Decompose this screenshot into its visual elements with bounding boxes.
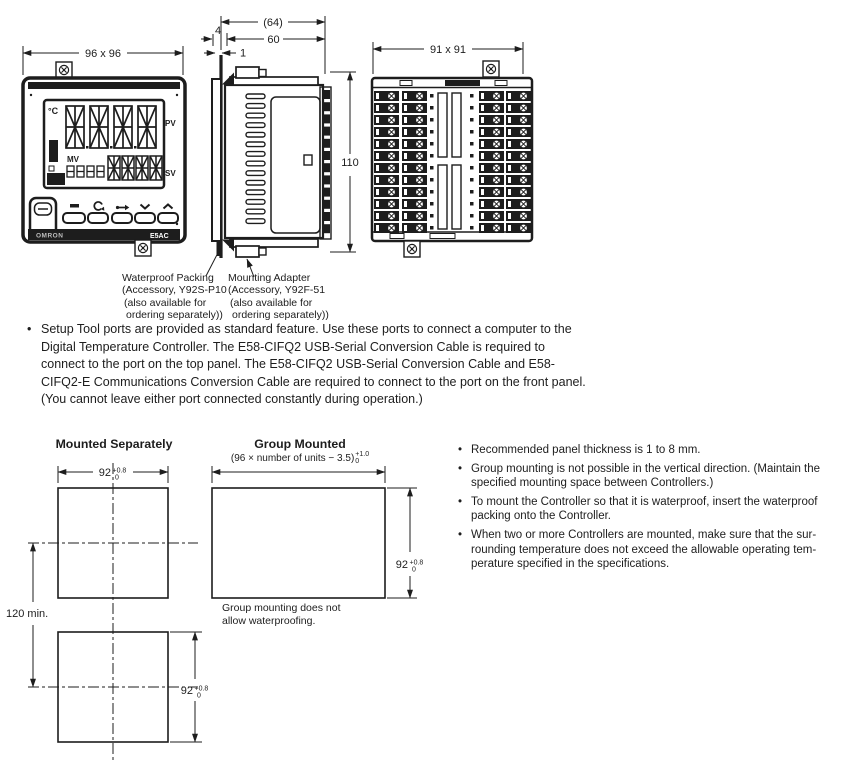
callout-line: ordering separately)) bbox=[126, 308, 223, 321]
tolerance-upper: +0.8 bbox=[194, 685, 209, 693]
mounted-separately-title: Mounted Separately bbox=[55, 437, 173, 451]
tolerance-upper: +1.0 bbox=[355, 451, 370, 458]
callout-line: (Accessory, Y92F-51 bbox=[228, 284, 326, 297]
pv-label: PV bbox=[165, 119, 176, 128]
gap-dimension: 1 bbox=[240, 47, 247, 60]
callout-line: ordering separately)) bbox=[232, 308, 329, 321]
note-line: specified mounting space between Controllers.) bbox=[471, 477, 714, 490]
screw-icon bbox=[135, 240, 151, 256]
group-cutout-rect bbox=[212, 488, 385, 598]
model-logo: E5AC bbox=[150, 233, 169, 240]
mounted-separately-diagram bbox=[6, 463, 208, 760]
tolerance-lower: 0 bbox=[197, 692, 201, 700]
note-line: perature specified in the specifications. bbox=[471, 558, 670, 571]
note-line: Group mounting is not possible in the vertical direction. (Maintain the bbox=[471, 462, 821, 475]
tolerance-upper: +0.8 bbox=[112, 467, 127, 475]
waterproof-packing-callout bbox=[122, 272, 227, 321]
mounting-notes bbox=[458, 443, 854, 576]
tolerance-lower: 0 bbox=[412, 566, 416, 574]
note-line: packing onto the Controller. bbox=[471, 510, 612, 523]
formula-text: (96 × number of units − 3.5) bbox=[230, 453, 355, 464]
side-view bbox=[201, 16, 359, 277]
bar-indicator bbox=[49, 140, 58, 162]
mounting-clamp-top bbox=[222, 67, 318, 85]
side-bezel bbox=[212, 79, 221, 241]
tolerance-lower: 0 bbox=[115, 474, 119, 482]
note-line: Recommended panel thickness is 1 to 8 mm. bbox=[471, 444, 701, 456]
note-line: (You cannot leave either port connected constantly during operation.) bbox=[41, 392, 423, 407]
callout-line: (also available for bbox=[124, 296, 207, 309]
front-size-dimension: 96 x 96 bbox=[84, 47, 122, 60]
mounting-note bbox=[458, 528, 854, 572]
note-line: When two or more Controllers are mounted, make sure that the sur- bbox=[471, 528, 817, 541]
bullet: • bbox=[458, 444, 463, 456]
callout-line: (also available for bbox=[230, 296, 313, 309]
screw-icon bbox=[56, 62, 72, 78]
group-mounted-caption bbox=[222, 602, 341, 628]
screw-icon bbox=[404, 241, 420, 257]
note-line: Digital Temperature Controller. The E58-CIFQ2 USB-Serial Conversion Cable is required to bbox=[41, 339, 545, 354]
mounting-clamp-bottom bbox=[222, 239, 318, 257]
depth-total-dimension: (64) bbox=[263, 16, 283, 29]
mounting-pitch-dimension: 120 min. bbox=[6, 608, 49, 620]
mounting-note bbox=[458, 462, 854, 491]
bezel-depth-dimension: 4 bbox=[214, 25, 222, 37]
caption-line: Group mounting does not bbox=[222, 602, 341, 614]
note-line: rounding temperature does not exceed the allowable operating tem- bbox=[471, 543, 817, 556]
bullet: • bbox=[27, 322, 32, 336]
group-cutout-height-dimension: 92 bbox=[395, 559, 408, 571]
mounting-note bbox=[458, 495, 854, 524]
height-dimension: 110 bbox=[341, 157, 359, 169]
rear-size-dimension: 91 x 91 bbox=[429, 43, 467, 56]
sv-label: SV bbox=[165, 169, 176, 178]
rear-view bbox=[372, 42, 532, 257]
mv-label: MV bbox=[67, 155, 79, 164]
bullet: • bbox=[458, 528, 463, 541]
cutout-width-dimension: 92 bbox=[98, 467, 111, 479]
dimension-drawings bbox=[0, 0, 854, 300]
screw-icon bbox=[483, 61, 499, 77]
callout-line: Mounting Adapter bbox=[228, 272, 311, 284]
group-mounted-title: Group Mounted bbox=[254, 437, 346, 451]
callout-line: (Accessory, Y92S-P10 bbox=[122, 284, 227, 297]
level-key-icon bbox=[70, 204, 79, 208]
front-view bbox=[23, 46, 185, 256]
group-mounted-diagram bbox=[212, 466, 423, 598]
setup-tool-note bbox=[27, 321, 667, 409]
front-keys bbox=[63, 213, 178, 223]
bullet: • bbox=[458, 495, 463, 508]
note-line: connect to the port on the top panel. The E58-CIFQ2 USB-Serial Conversion Cable and E58- bbox=[41, 357, 555, 372]
cutout-height-dimension: 92 bbox=[180, 685, 193, 697]
bullet: • bbox=[458, 462, 463, 475]
tolerance-upper: +0.8 bbox=[409, 559, 424, 567]
note-line: To mount the Controller so that it is waterproof, insert the waterproof bbox=[471, 495, 818, 508]
mounting-note bbox=[458, 443, 854, 458]
brand-logo: OMRON bbox=[36, 232, 64, 240]
note-line: Setup Tool ports are provided as standard feature. Use these ports to connect a computer to the bbox=[41, 322, 572, 336]
caption-line: allow waterproofing. bbox=[222, 615, 316, 627]
temp-unit-indicator: °C bbox=[48, 106, 59, 116]
callout-line: Waterproof Packing bbox=[122, 272, 214, 284]
note-line: CIFQ2-E Communications Conversion Cable are required to connect to the port on the front panel. bbox=[41, 374, 586, 389]
door-latch bbox=[304, 155, 312, 165]
body-depth-dimension: 60 bbox=[267, 33, 280, 46]
tolerance-lower: 0 bbox=[355, 458, 360, 465]
mounting-adapter-callout bbox=[228, 272, 329, 321]
